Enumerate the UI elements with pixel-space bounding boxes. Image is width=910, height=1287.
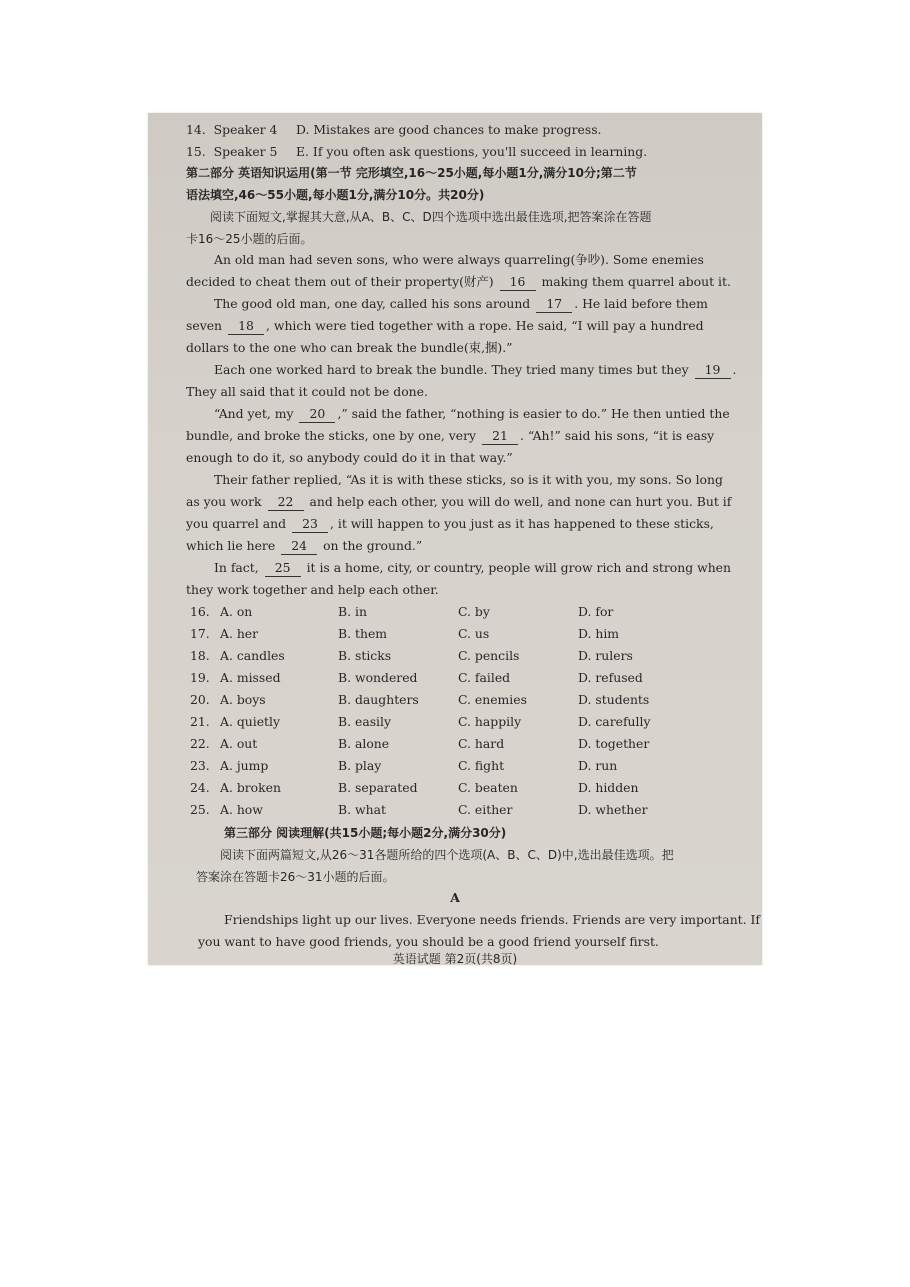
part3-instructions-line1: 阅读下面两篇短文,从26～31各题所给的四个选项(A、B、C、D)中,选出最佳选项。把 <box>220 848 674 862</box>
option-a: A. candles <box>220 648 285 663</box>
option-d: D. whether <box>578 802 648 817</box>
passage-text: bundle, and broke the sticks, one by one, very <box>186 428 477 443</box>
blank-23: 23 <box>292 516 328 533</box>
speaker-label: Speaker 4 <box>213 122 278 137</box>
option-row-16 <box>148 601 762 623</box>
question-number: 24. <box>190 780 210 795</box>
option-b: B. alone <box>338 736 390 751</box>
option-b: B. easily <box>338 714 391 729</box>
option-a: A. broken <box>220 780 281 795</box>
option-c: C. beaten <box>458 780 518 795</box>
option-a: A. out <box>220 736 258 751</box>
blank-16: 16 <box>500 274 536 291</box>
part3-heading: 第三部分 阅读理解(共15小题;每小题2分,满分30分) <box>224 826 507 840</box>
passage-text: . He laid before them <box>574 296 708 311</box>
passage-text: as you work <box>186 494 262 509</box>
option-row-24 <box>148 777 762 799</box>
passage-text: “And yet, my <box>214 406 294 421</box>
part2-heading-line2: 语法填空,46～55小题,每小题1分,满分10分。共20分) <box>186 188 485 202</box>
option-c: C. enemies <box>458 692 527 707</box>
passage-line <box>186 535 422 557</box>
option-d: D. hidden <box>578 780 639 795</box>
passage-text: , which were tied together with a rope. He said, “I will pay a hundred <box>265 318 704 333</box>
option-b: B. separated <box>338 780 418 795</box>
option-a: A. boys <box>220 692 266 707</box>
option-c: C. happily <box>458 714 522 729</box>
speaker-label: Speaker 5 <box>213 144 278 159</box>
option-d: D. carefully <box>578 714 651 729</box>
passage-text: on the ground.” <box>323 538 423 553</box>
page-footer: 英语试题 第2页(共8页) <box>392 952 518 966</box>
passage-line <box>214 557 731 579</box>
passage-line: enough to do it, so anybody could do it in that way.” <box>186 450 513 465</box>
option-a: A. how <box>220 802 263 817</box>
option-row-22 <box>148 733 762 755</box>
option-b: B. what <box>338 802 386 817</box>
passage-text: making them quarrel about it. <box>541 274 731 289</box>
option-b: B. wondered <box>338 670 418 685</box>
option-a: A. jump <box>220 758 269 773</box>
reading-line: you want to have good friends, you should be a good friend yourself first. <box>198 934 659 949</box>
blank-25: 25 <box>265 560 301 577</box>
option-row-17 <box>148 623 762 645</box>
option-b: B. sticks <box>338 648 392 663</box>
item-number: 15. <box>186 144 206 159</box>
option-d: D. him <box>578 626 620 641</box>
question-number: 19. <box>190 670 210 685</box>
passage-line: They all said that it could not be done. <box>186 384 428 399</box>
option-row-23 <box>148 755 762 777</box>
option-a: A. her <box>220 626 259 641</box>
passage-line <box>186 315 704 337</box>
question-number: 25. <box>190 802 210 817</box>
passage-text: you quarrel and <box>186 516 287 531</box>
option-d: D. together <box>578 736 650 751</box>
question-number: 23. <box>190 758 210 773</box>
option-row-25 <box>148 799 762 821</box>
passage-text: ,” said the father, “nothing is easier to do.” He then untied the <box>337 406 730 421</box>
passage-line <box>214 403 730 425</box>
speaker-statement: D. Mistakes are good chances to make progress. <box>296 122 602 137</box>
exam-page <box>148 113 762 965</box>
passage-text: it is a home, city, or country, people will grow rich and strong when <box>306 560 731 575</box>
section-label: A <box>450 890 460 905</box>
blank-20: 20 <box>299 406 335 423</box>
option-c: C. by <box>458 604 490 619</box>
blank-24: 24 <box>281 538 317 555</box>
passage-text: , it will happen to you just as it has happened to these sticks, <box>330 516 714 531</box>
option-d: D. rulers <box>578 648 633 663</box>
option-row-18 <box>148 645 762 667</box>
passage-line <box>214 359 736 381</box>
part2-heading-line1: 第二部分 英语知识运用(第一节 完形填空,16～25小题,每小题1分,满分10分;第二节 <box>186 166 637 180</box>
passage-text: The good old man, one day, called his sons around <box>214 296 531 311</box>
passage-line: they work together and help each other. <box>186 582 439 597</box>
option-c: C. hard <box>458 736 505 751</box>
option-d: D. for <box>578 604 614 619</box>
question-number: 18. <box>190 648 210 663</box>
option-d: D. refused <box>578 670 643 685</box>
blank-18: 18 <box>228 318 264 335</box>
part2-instructions-line1: 阅读下面短文,掌握其大意,从A、B、C、D四个选项中选出最佳选项,把答案涂在答题 <box>210 210 652 224</box>
passage-line <box>186 271 731 293</box>
passage-text: decided to cheat them out of their property(财产) <box>186 274 494 289</box>
blank-21: 21 <box>482 428 518 445</box>
passage-line: An old man had seven sons, who were always quarreling(争吵). Some enemies <box>214 252 704 267</box>
option-b: B. daughters <box>338 692 419 707</box>
passage-line <box>186 491 731 513</box>
option-row-19 <box>148 667 762 689</box>
passage-text: . “Ah!” said his sons, “it is easy <box>519 428 715 443</box>
passage-line <box>186 513 714 535</box>
option-a: A. quietly <box>220 714 280 729</box>
reading-line: Friendships light up our lives. Everyone needs friends. Friends are very important. If <box>224 912 761 927</box>
passage-text: In fact, <box>214 560 259 575</box>
option-c: C. fight <box>458 758 505 773</box>
option-d: D. run <box>578 758 618 773</box>
option-row-21 <box>148 711 762 733</box>
option-a: A. on <box>220 604 253 619</box>
option-b: B. in <box>338 604 367 619</box>
part2-instructions-line2: 卡16～25小题的后面。 <box>186 232 313 246</box>
option-a: A. missed <box>220 670 281 685</box>
option-b: B. play <box>338 758 382 773</box>
blank-19: 19 <box>695 362 731 379</box>
question-number: 20. <box>190 692 210 707</box>
option-row-20 <box>148 689 762 711</box>
passage-text: Each one worked hard to break the bundle. They tried many times but they <box>214 362 689 377</box>
option-c: C. us <box>458 626 490 641</box>
passage-text: and help each other, you will do well, and none can hurt you. But if <box>309 494 732 509</box>
blank-17: 17 <box>536 296 572 313</box>
speaker-row <box>186 119 602 141</box>
item-number: 14. <box>186 122 206 137</box>
option-b: B. them <box>338 626 388 641</box>
option-c: C. pencils <box>458 648 520 663</box>
passage-text: seven <box>186 318 223 333</box>
question-number: 21. <box>190 714 210 729</box>
passage-text: which lie here <box>186 538 276 553</box>
question-number: 16. <box>190 604 210 619</box>
passage-line: Their father replied, “As it is with these sticks, so is it with you, my sons. So long <box>214 472 723 487</box>
part3-instructions-line2: 答案涂在答题卡26～31小题的后面。 <box>196 870 395 884</box>
question-number: 22. <box>190 736 210 751</box>
passage-line: dollars to the one who can break the bundle(束,捆).” <box>186 340 513 355</box>
question-number: 17. <box>190 626 210 641</box>
passage-text: . <box>732 362 737 377</box>
option-d: D. students <box>578 692 650 707</box>
speaker-statement: E. If you often ask questions, you'll succeed in learning. <box>296 144 648 159</box>
speaker-row <box>186 141 648 163</box>
passage-line <box>214 293 708 315</box>
option-c: C. failed <box>458 670 511 685</box>
passage-line <box>186 425 714 447</box>
blank-22: 22 <box>268 494 304 511</box>
option-c: C. either <box>458 802 513 817</box>
